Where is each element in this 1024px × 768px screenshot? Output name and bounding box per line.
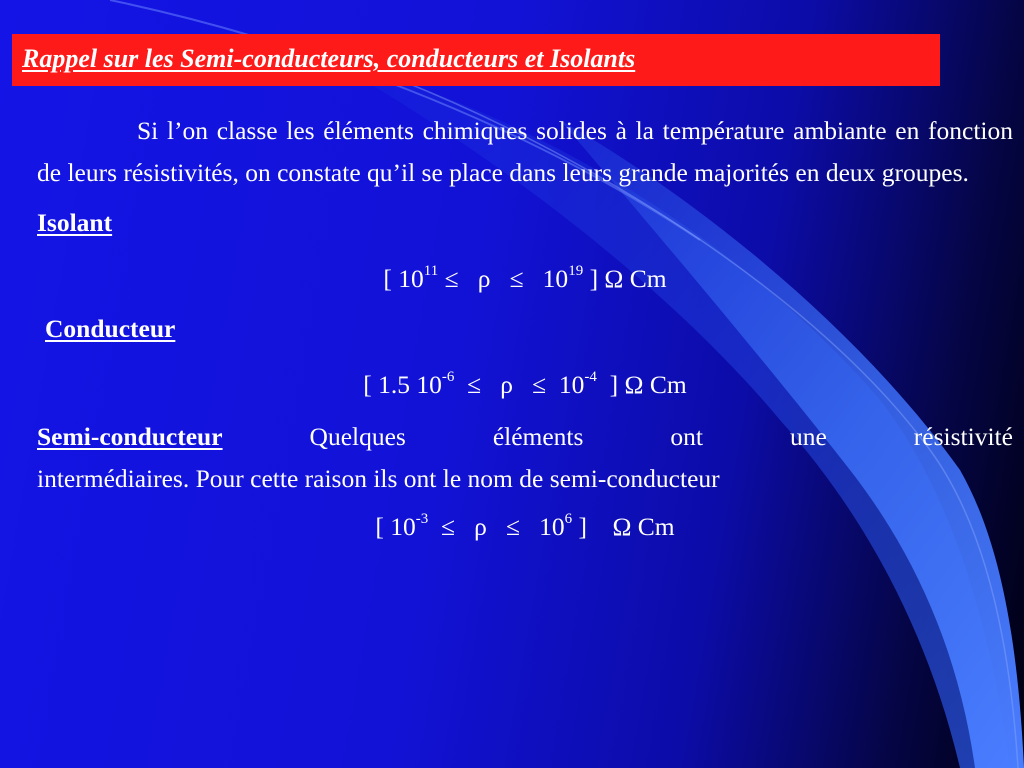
isolant-formula-open: [ 10 [383, 264, 424, 293]
semi-conducteur-heading: Semi-conducteur [37, 422, 223, 451]
conducteur-exp-high: -4 [584, 368, 597, 385]
conducteur-heading: Conducteur [45, 314, 176, 343]
semi-conducteur-paragraph [37, 416, 1013, 500]
semi-formula-open: [ 10 [375, 512, 416, 541]
semi-formula-close: ] Ω Cm [572, 512, 675, 541]
semi-conducteur-line1 [37, 416, 1013, 458]
semi-word-4: une [789, 422, 827, 451]
slide-content [37, 110, 1013, 548]
intro-paragraph: Si l’on classe les éléments chimiques solides à la température ambiante en fonction de leurs résistivités, on constate qu’il se place dans leurs grande majorités en deux groupes. [37, 116, 1013, 187]
semi-word-3: ont [670, 422, 704, 451]
semi-formula-mid: ≤ ρ ≤ 10 [428, 512, 565, 541]
semi-word-5: résistivité [913, 422, 1013, 451]
semi-exp-high: 6 [564, 510, 573, 527]
slide-title: Rappel sur les Semi-conducteurs, conducteurs et Isolants [22, 44, 636, 73]
semi-exp-low: -3 [415, 510, 429, 527]
semi-word-2: éléments [492, 422, 584, 451]
isolant-formula [37, 258, 1013, 300]
isolant-formula-mid: ≤ ρ ≤ 10 [438, 264, 569, 293]
isolant-exp-low: 11 [423, 262, 439, 279]
conducteur-formula-mid: ≤ ρ ≤ 10 [454, 370, 585, 399]
isolant-exp-high: 19 [568, 262, 584, 279]
semi-formula [37, 506, 1013, 548]
isolant-formula-close: ] Ω Cm [583, 264, 667, 293]
conducteur-formula-open: [ 1.5 10 [363, 370, 442, 399]
semi-word-1: Quelques [309, 422, 406, 451]
isolant-heading: Isolant [37, 208, 113, 237]
conducteur-formula-close: ] Ω Cm [596, 370, 687, 399]
semi-conducteur-line2: intermédiaires. Pour cette raison ils ont le nom de semi-conducteur [37, 464, 720, 493]
conducteur-exp-low: -6 [441, 368, 455, 385]
conducteur-formula [37, 364, 1013, 406]
